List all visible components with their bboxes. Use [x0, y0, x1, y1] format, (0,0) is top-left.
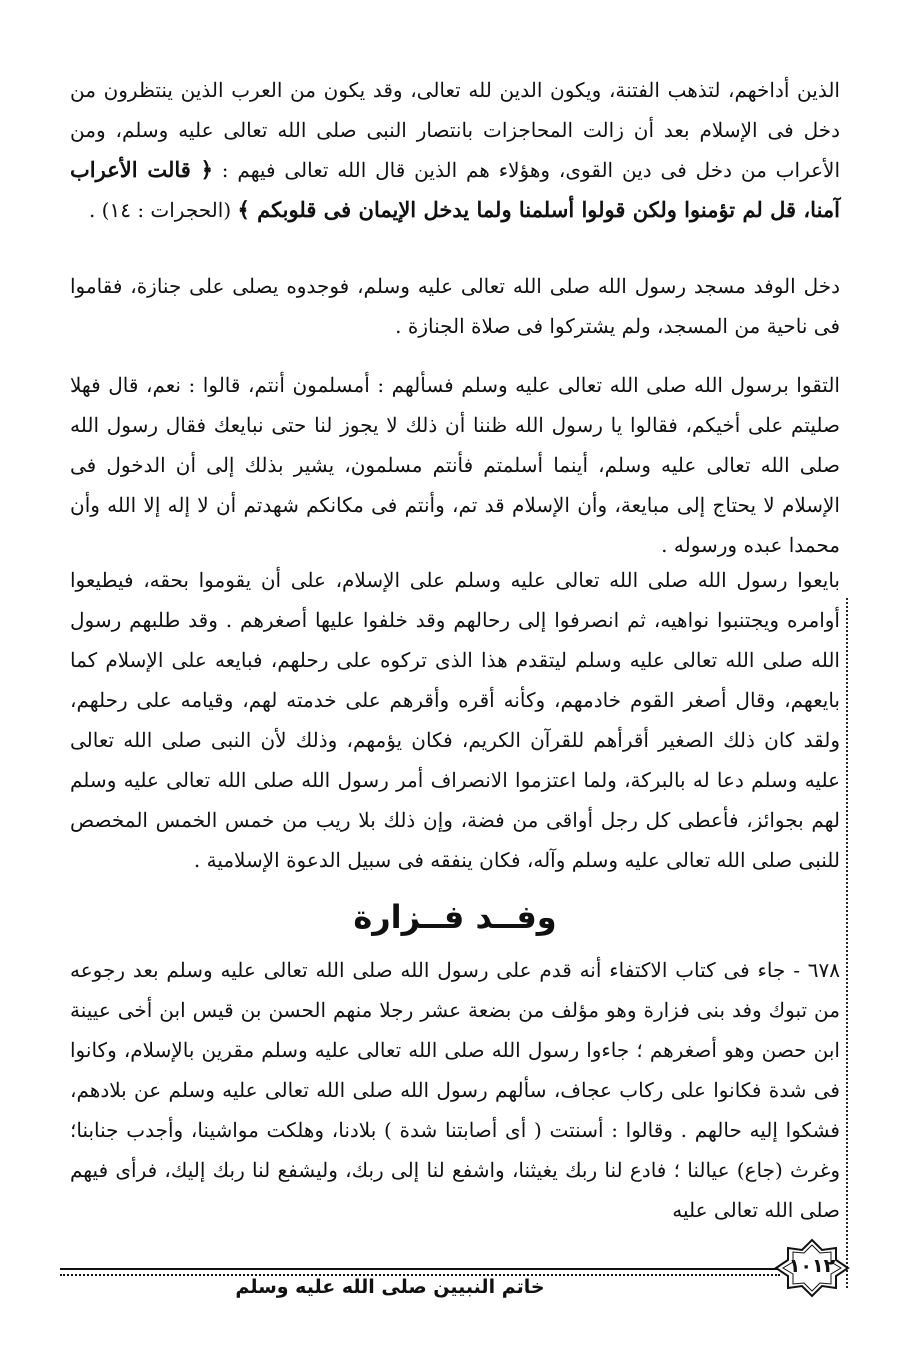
section-heading: وفــد فــزارة [353, 898, 557, 936]
paragraph-4 [70, 560, 840, 880]
book-title: خاتم النبيين صلى الله عليه وسلم [235, 1276, 545, 1298]
paragraph-2-text: دخل الوفد مسجد رسول الله صلى الله تعالى عليه وسلم، فوجدوه يصلى على جنازة، فقاموا فى ناحية من المسجد، ولم يشتركوا فى صلاة الجنازة . [70, 274, 840, 338]
paragraph-2 [70, 266, 840, 346]
paragraph-1 [70, 70, 840, 230]
paragraph-1-body: الذين أداخهم، لتذهب الفتنة، ويكون الدين لله تعالى، وقد يكون من العرب الذين ينتظرون من دخل فى الإسلام بعد أن زالت المحاجزات بانتصار النبى صلى الله تعالى عليه وسلم، ومن الأعراب من دخل فى دين القوى، وهؤلاء هم الذين قال الله تعالى فيهم : [70, 78, 840, 182]
footer-rule [60, 1268, 780, 1270]
page-number: ١٠١٢ [788, 1255, 836, 1277]
paragraph-5 [70, 950, 840, 1230]
paragraph-3-text: التقوا برسول الله صلى الله تعالى عليه وسلم فسألهم : أمسلمون أنتم، قالوا : نعم، قال فهلا صليتم على أخيكم، فقالوا يا رسول الله ظننا أن ذلك لا يجوز لنا حتى نبايعك فقال رسول الله صلى الله تعالى عليه وسلم، أينما أسلمتم فأنتم مسلمون، يشير بذلك إلى أن الدخول فى الإسلام لا يحتاج إلى مبايعة، وأن الإسلام قد تم، وأنتم فى مكانكم شهدتم أن لا إله إلا الله وأن محمدا عبده ورسوله . [70, 373, 840, 557]
page-footer [60, 1238, 850, 1298]
verse-reference: (الحجرات : ١٤) . [88, 198, 232, 222]
quran-verse: ﴿ قالت الأعراب آمنا، قل لم تؤمنوا ولكن قولوا أسلمنا ولما يدخل الإيمان فى قلوبكم ﴾ [70, 157, 840, 222]
paragraph-3 [70, 365, 840, 565]
paragraph-4-text: بايعوا رسول الله صلى الله تعالى عليه وسلم على الإسلام، على أن يقوموا بحقه، فيطيعوا أوامره ويجتنبوا نواهيه، ثم انصرفوا إلى رحالهم وقد خلفوا عليها أصغرهم . وقد طلبهم رسول الله صلى الله تعالى عليه وسلم ليتقدم هذا الذى تركوه على رحلهم، فبايعه على الإسلام كما بايعهم، وقال أصغر القوم خادمهم، وكأنه أقره وأقرهم على خدمته لهم، وقيامه على رحلهم، ولقد كان ذلك الصغير أقرأهم للقرآن الكريم، فكان يؤمهم، وذلك لأن النبى صلى الله تعالى عليه وسلم دعا له بالبركة، ولما اعتزموا الانصراف أمر رسول الله صلى الله تعالى عليه وسلم لهم بجوائز، فأعطى كل رجل أواقى من فضة، وإن ذلك بلا ريب من خمس الخمس المخصص للنبى صلى الله تعالى عليه وسلم وآله، فكان ينفقه فى سبيل الدعوة الإسلامية . [70, 568, 840, 872]
page-number-badge [774, 1238, 850, 1298]
side-dotted-rule [846, 598, 848, 1288]
paragraph-1-text [70, 70, 840, 230]
paragraph-5-text: ٦٧٨ - جاء فى كتاب الاكتفاء أنه قدم على رسول الله صلى الله تعالى عليه وسلم بعد رجوعه من تبوك وفد بنى فزارة وهو مؤلف من بضعة عشر رجلا منهم الحسن بن قيس ابن أخى عيينة ابن حصن وهو أصغرهم ؛ جاءوا رسول الله صلى الله تعالى عليه وسلم مقرين بالإسلام، وكانوا فى شدة فكانوا على ركاب عجاف، سألهم رسول الله صلى الله تعالى عليه وسلم عن بلادهم، فشكوا إليه حالهم . وقالوا : أسنتت ( أى أصابتنا شدة ) بلادنا، وهلكت مواشينا، وأجدب جنابنا؛ وغرث (جاع) عيالنا ؛ فادع لنا ربك يغيثنا، واشفع لنا إلى ربك، وليشفع لنا ربك إليك، فرأى فيهم صلى الله تعالى عليه [70, 958, 840, 1222]
